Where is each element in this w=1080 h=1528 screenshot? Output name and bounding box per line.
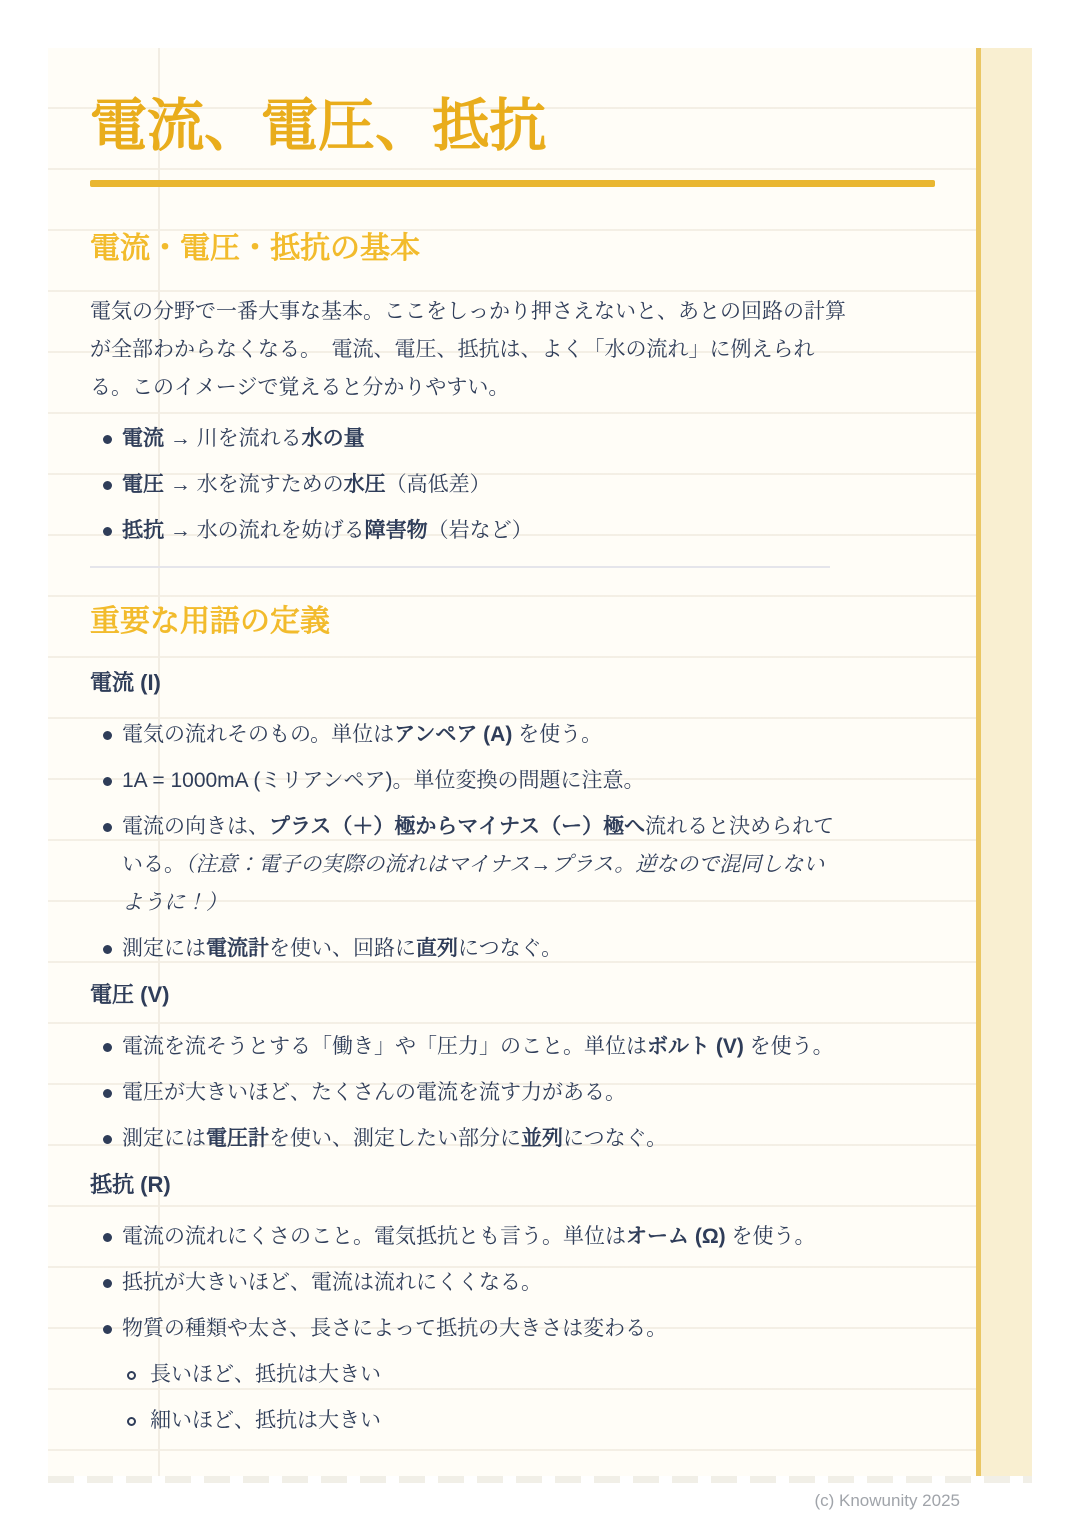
list-item: [90, 1310, 938, 1348]
bullet-circle-icon: [127, 1417, 136, 1426]
page-title: 電流、電圧、抵抗: [90, 94, 546, 158]
list-item: [90, 808, 938, 922]
title-underline: [90, 180, 935, 187]
bullet-dot-icon: [103, 1279, 112, 1288]
section-heading-basics: 電流・電圧・抵抗の基本: [90, 232, 420, 265]
bullet-circle-icon: [127, 1371, 136, 1380]
term-heading-current: 電流 (I): [90, 670, 161, 695]
list-item-text: 電圧が大きいほど、たくさんの電流を流す力がある。: [122, 1081, 626, 1104]
note-page: [48, 48, 1032, 1510]
bullet-dot-icon: [103, 1325, 112, 1334]
bullet-dot-icon: [103, 1089, 112, 1098]
notebook-right-band: [976, 48, 1032, 1476]
bullet-dot-icon: [103, 481, 112, 490]
term-heading-resistance: 抵抗 (R): [90, 1172, 171, 1197]
list-item: [90, 466, 938, 504]
list-item: [90, 716, 938, 754]
list-item-text: 電流の向きは、プラス（＋）極からマイナス（ー）極へ流れると決められて いる。（注意：電子の実際の流れはマイナス→プラス。逆なので混同しない ように！）: [122, 815, 835, 914]
sub-list-item-text: 長いほど、抵抗は大きい: [150, 1363, 381, 1386]
sub-list-item: [127, 1402, 938, 1440]
list-item-text: 電気の流れそのもの。単位はアンペア (A) を使う。: [122, 723, 603, 746]
sub-list-item-text: 細いほど、抵抗は大きい: [150, 1409, 381, 1432]
list-item: [90, 420, 938, 458]
bullet-dot-icon: [103, 777, 112, 786]
basics-list: [90, 420, 938, 550]
list-item-text: 測定には電流計を使い、回路に直列につなぐ。: [122, 937, 563, 960]
copyright-footer: (c) Knowunity 2025: [814, 1491, 960, 1510]
section-divider: [90, 566, 830, 568]
sub-list-item: [127, 1356, 938, 1394]
bullet-dot-icon: [103, 435, 112, 444]
list-item-text: 抵抗 → 水の流れを妨げる障害物（岩など）: [122, 519, 533, 542]
bullet-dot-icon: [103, 1233, 112, 1242]
section-heading-terms: 重要な用語の定義: [90, 605, 330, 638]
resistance-list: [90, 1218, 938, 1440]
bullet-dot-icon: [103, 731, 112, 740]
list-item-text: 電流を流そうとする「働き」や「圧力」のこと。単位はボルト (V) を使う。: [122, 1035, 834, 1058]
list-item-text: 抵抗が大きいほど、電流は流れにくくなる。: [122, 1271, 542, 1294]
bullet-dot-icon: [103, 945, 112, 954]
list-item: [90, 1264, 938, 1302]
current-list: [90, 716, 938, 968]
list-item: [90, 1120, 938, 1158]
voltage-list: [90, 1028, 938, 1158]
bullet-dot-icon: [103, 1135, 112, 1144]
term-heading-voltage: 電圧 (V): [90, 982, 170, 1007]
list-item: [90, 1218, 938, 1256]
list-item-text: 測定には電圧計を使い、測定したい部分に並列につなぐ。: [122, 1127, 668, 1150]
intro-paragraph: 電気の分野で一番大事な基本。ここをしっかり押さえないと、あとの回路の計算 が全部わからなくなる。 電流、電圧、抵抗は、よく「水の流れ」に例えられ る。このイメージで覚えると分かりやすい。: [90, 300, 846, 399]
list-item-text: 電流の流れにくさのこと。電気抵抗とも言う。単位はオーム (Ω) を使う。: [122, 1225, 816, 1248]
list-item-text: 電流 → 川を流れる水の量: [122, 427, 365, 450]
list-item-text: 1A = 1000mA (ミリアンペア)。単位変換の問題に注意。: [122, 769, 645, 792]
note-content: [90, 48, 938, 1448]
list-item: [90, 930, 938, 968]
list-item-text: 電圧 → 水を流すための水圧（高低差）: [122, 473, 491, 496]
list-item: [90, 762, 938, 800]
bullet-dot-icon: [103, 823, 112, 832]
bullet-dot-icon: [103, 527, 112, 536]
page-perforation-edge: [48, 1476, 1032, 1483]
bullet-dot-icon: [103, 1043, 112, 1052]
list-item: [90, 1028, 938, 1066]
list-item: [90, 1074, 938, 1112]
list-item: [90, 512, 938, 550]
list-item-text: 物質の種類や太さ、長さによって抵抗の大きさは変わる。: [122, 1317, 668, 1340]
